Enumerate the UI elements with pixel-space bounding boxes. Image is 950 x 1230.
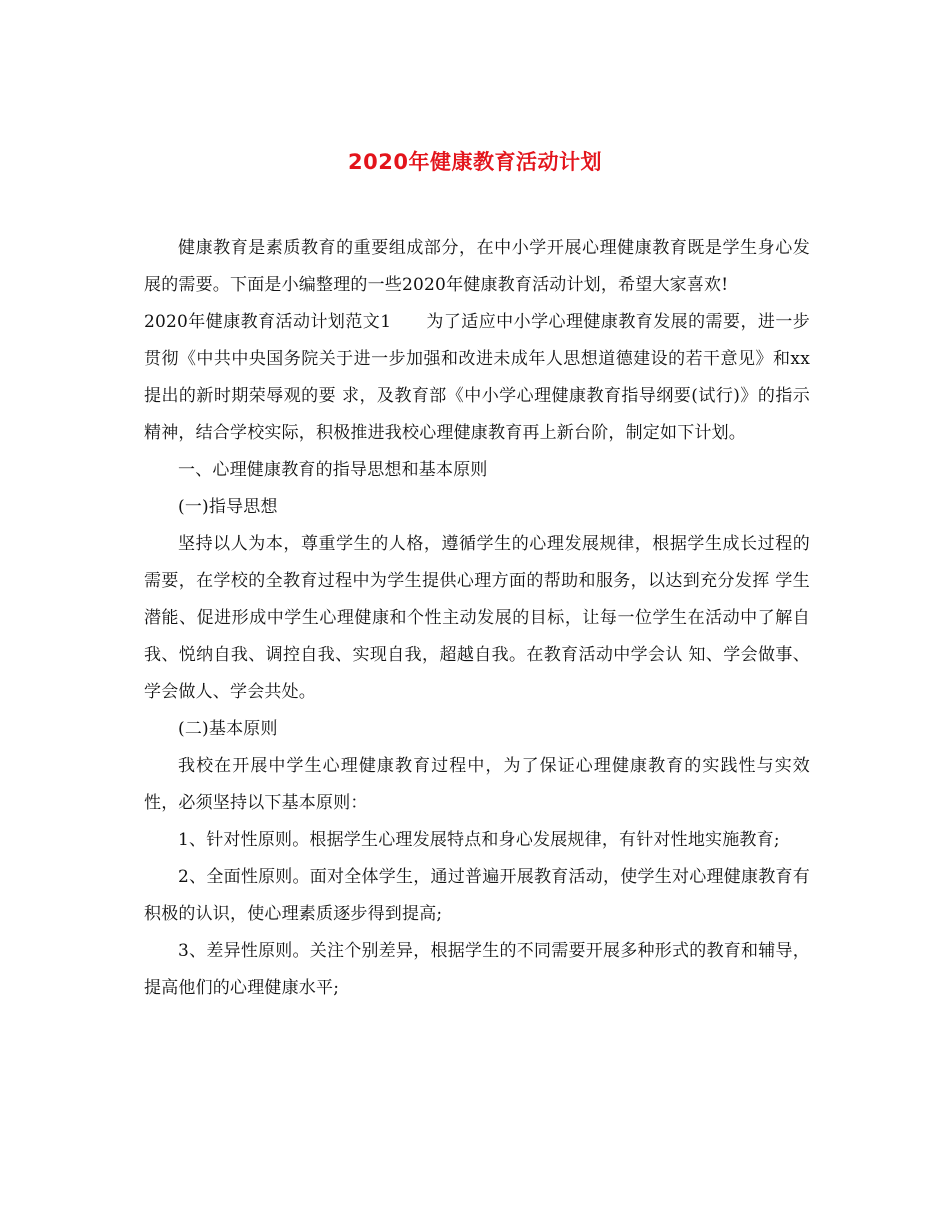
guiding-idea-paragraph: 坚持以人为本，尊重学生的人格，遵循学生的心理发展规律，根据学生成长过程的需要，在学校的全教育过程中为学生提供心理方面的帮助和服务，以达到充分发挥 学生潜能、促进形成中学生心理健康和个性主动发展的目标，让每一位学生在活动中了解自我、悦纳自我、调控自我、实现自我，超越自我。在教育活动中学会认 知、学会做事、学会做人、学会共处。 [144,534,810,702]
intro-paragraph: 健康教育是素质教育的重要组成部分，在中小学开展心理健康教育既是学生身心发展的需要。下面是小编整理的一些2020年健康教育活动计划，希望大家喜欢! [144,238,810,295]
section-heading: 一、心理健康教育的指导思想和基本原则 [178,460,488,480]
principles-intro-paragraph: 我校在开展中学生心理健康教育过程中，为了保证心理健康教育的实践性与实效性，必须坚持以下基本原则： [144,756,810,813]
principle-item: 1、针对性原则。根据学生心理发展特点和身心发展规律，有针对性地实施教育; [178,830,780,850]
principle-item: 3、差异性原则。关注个别差异，根据学生的不同需要开展多种形式的教育和辅导，提高他们的心理健康水平; [144,941,810,998]
subsection-heading: (二)基本原则 [178,719,278,739]
principle-item: 2、全面性原则。面对全体学生，通过普遍开展教育活动，使学生对心理健康教育有积极的认识，使心理素质逐步得到提高; [144,867,810,924]
document-title: 2020年健康教育活动计划 [348,150,602,174]
subsection-heading: (一)指导思想 [178,497,278,517]
sample-plan-paragraph: 2020年健康教育活动计划范文1 为了适应中小学心理健康教育发展的需要，进一步贯彻《中共中央国务院关于进一步加强和改进未成年人思想道德建设的若干意见》和xx提出的新时期荣辱观的要 求，及教育部《中小学心理健康教育指导纲要(试行)》的指示精神，结合学校实际，积极推进我校心理健康教育再上新台阶，制定如下计划。 [144,312,810,443]
document-body [144,230,810,1007]
